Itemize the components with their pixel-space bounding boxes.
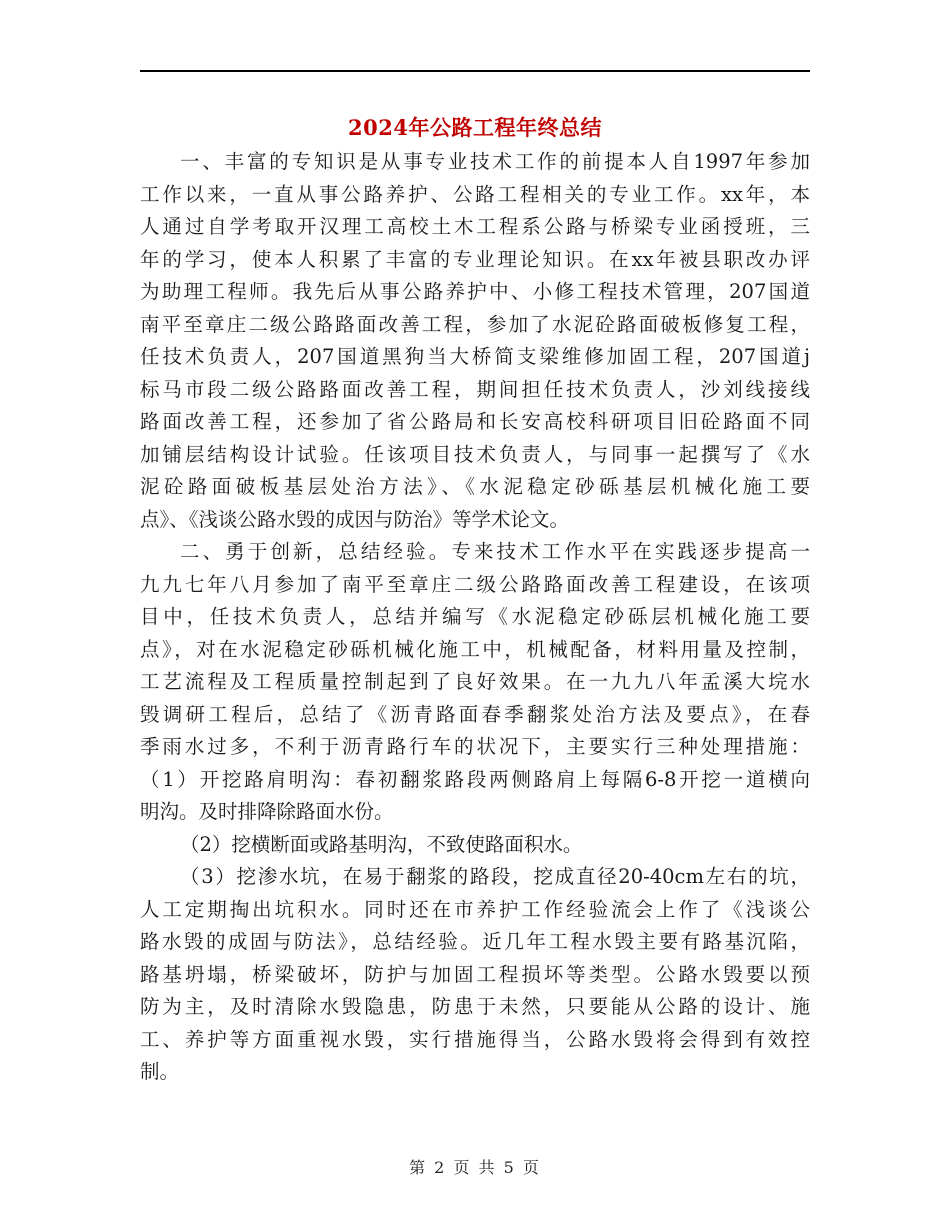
paragraph-line: 路面改善工程，还参加了省公路局和长安高校科研项目旧砼路面不同 (140, 410, 810, 433)
paragraph-line: 任技术负责人，207国道黑狗当大桥简支梁维修加固工程，207国道j (140, 345, 810, 368)
paragraph-line: 点》，对在水泥稳定砂砾机械化施工中，机械配备，材料用量及控制， (140, 637, 810, 661)
header-rule (140, 70, 810, 72)
document-title: 2024年公路工程年终总结 (348, 115, 602, 140)
paragraph-line: 明沟。及时排降除路面水份。 (140, 800, 394, 823)
paragraph-line: 年的学习，使本人积累了丰富的专业理论知识。在xx年被县职改办评 (140, 247, 810, 271)
paragraph-line: 加铺层结构设计试验。任该项目技术负责人，与同事一起撰写了《水 (140, 442, 810, 466)
paragraph-line: （3）挖渗水坑，在易于翻浆的路段，挖成直径20-40cm左右的坑， (180, 865, 810, 888)
paragraph-line: 南平至章庄二级公路路面改善工程，参加了水泥砼路面破板修复工程， (140, 312, 810, 336)
paragraph-line: 防为主，及时清除水毁隐患，防患于未然，只要能从公路的设计、施 (140, 995, 810, 1018)
document-body (140, 146, 810, 1089)
paragraph-line: 为助理工程师。我先后从事公路养护中、小修工程技术管理，207国道 (140, 280, 810, 303)
paragraph-line: 二、勇于创新，总结经验。专来技术工作水平在实践逐步提高一 (180, 540, 810, 563)
paragraph-line: 人工定期掏出坑积水。同时还在市养护工作经验流会上作了《浅谈公 (140, 897, 810, 921)
paragraph-line: 路基坍塌，桥梁破坏，防护与加固工程损坏等类型。公路水毁要以预 (140, 962, 810, 986)
paragraph-line: 人通过自学考取开汉理工高校土木工程系公路与桥梁专业函授班，三 (140, 215, 810, 238)
paragraph-line: 点》、《浅谈公路水毁的成因与防治》等学术论文。 (140, 507, 570, 531)
paragraph-line: 制。 (140, 1060, 180, 1083)
paragraph-line: 一、丰富的专知识是从事专业技术工作的前提本人自1997年参加 (180, 150, 810, 173)
paragraph-line: 工艺流程及工程质量控制起到了良好效果。在一九九八年孟溪大垸水 (140, 670, 810, 693)
paragraph-line: 标马市段二级公路路面改善工程，期间担任技术负责人，沙刘线接线 (140, 377, 810, 401)
paragraph-line: 九九七年八月参加了南平至章庄二级公路路面改善工程建设，在该项 (140, 572, 810, 596)
paragraph-line: 季雨水过多，不利于沥青路行车的状况下，主要实行三种处理措施： (140, 735, 810, 758)
paragraph-line: 工、养护等方面重视水毁，实行措施得当，公路水毁将会得到有效控 (140, 1027, 810, 1051)
paragraph-line: 目中，任技术负责人，总结并编写《水泥稳定砂砾层机械化施工要 (140, 605, 810, 628)
paragraph-line: （1）开挖路肩明沟：春初翻浆路段两侧路肩上每隔6-8开挖一道横向 (140, 767, 810, 791)
paragraph-line: 毁调研工程后，总结了《沥青路面春季翻浆处治方法及要点》，在春 (140, 702, 810, 726)
paragraph-line: （2）挖横断面或路基明沟，不致使路面积水。 (180, 832, 583, 856)
paragraph-line: 路水毁的成固与防法》，总结经验。近几年工程水毁主要有路基沉陷， (140, 930, 810, 953)
paragraph-line: 工作以来，一直从事公路养护、公路工程相关的专业工作。xx年，本 (140, 182, 810, 206)
page-number-footer: 第 2 页 共 5 页 (409, 1158, 541, 1177)
paragraph-line: 泥砼路面破板基层处治方法》、《水泥稳定砂砾基层机械化施工要 (140, 475, 810, 498)
